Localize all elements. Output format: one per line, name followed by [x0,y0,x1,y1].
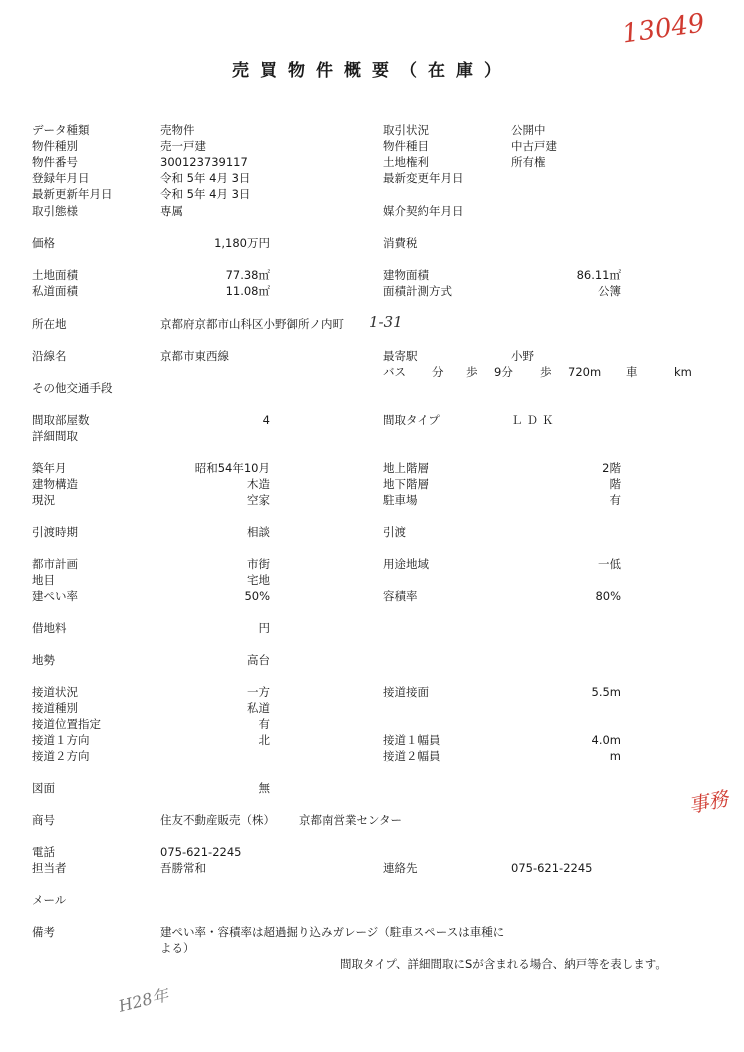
value-price: 1,180万円 [214,236,270,250]
label-zoning: 用途地域 [383,557,429,571]
value-floor-area-ratio: 80% [595,589,621,603]
value-zoning: 一低 [598,557,621,571]
value-bus-distance: 720m [568,365,602,379]
value-rooms: 4 [262,413,270,427]
value-status: 空家 [247,493,270,507]
value-private-road-area: 11.08㎡ [225,284,270,298]
label-transaction-mode: 取引態様 [32,204,78,218]
label-road2-direction: 接道２方向 [32,749,90,763]
value-built: 昭和54年10月 [194,461,270,475]
label-floors-above: 地上階層 [383,461,429,475]
label-terrain: 地勢 [32,653,55,667]
label-area-method: 面積計測方式 [383,284,452,298]
value-remarks-line2: よる） [160,941,195,955]
value-property-no: 300123739117 [160,155,248,169]
value-line: 京都市東西線 [160,349,229,363]
label-handover: 引渡 [383,525,406,539]
handwritten-file-number: 13049 [620,8,707,50]
value-road1-width: 4.0m [591,733,621,747]
label-latest-change: 最新変更年月日 [383,171,464,185]
label-rooms: 間取部屋数 [32,413,90,427]
value-land-category: 宅地 [247,573,270,587]
label-mail: メール [32,893,67,907]
label-property-no: 物件番号 [32,155,78,169]
value-structure: 木造 [247,477,270,491]
label-road2-width: 接道２幅員 [383,749,441,763]
label-drawing: 図面 [32,781,55,795]
label-data-type: データ種類 [32,123,90,137]
document-title: 売買物件概要（在庫） [232,61,512,81]
value-coverage-ratio: 50% [244,589,270,603]
value-parking: 有 [609,493,621,507]
label-land-rights: 土地権利 [383,155,429,169]
value-property-type: 売一戸建 [160,139,206,153]
label-updated: 最新更新年月日 [32,187,113,201]
label-parking: 駐車場 [383,493,418,507]
label-contact: 連絡先 [383,861,418,875]
label-road1-direction: 接道１方向 [32,733,90,747]
label-km: km [674,365,692,379]
label-trade-status: 取引状況 [383,123,429,137]
label-land-category: 地目 [32,573,55,587]
value-property-item: 中古戸建 [511,139,557,153]
label-price: 価格 [32,236,55,250]
label-private-road-area: 私道面積 [32,284,78,298]
label-land-area: 土地面積 [32,268,78,282]
value-floors-above: 2階 [602,461,621,475]
label-road-type: 接道種別 [32,701,78,715]
value-road-status: 一方 [247,685,270,699]
label-bus-minutes: 分 [432,365,444,379]
label-floors-below: 地下階層 [383,477,429,491]
label-staff: 担当者 [32,861,67,875]
value-road2-width: m [609,749,621,763]
handwritten-stamp-note: 事務 [686,786,731,818]
value-layout-type: ＬＤＫ [511,413,558,427]
label-floor-area-ratio: 容積率 [383,589,418,603]
value-remarks-line1: 建ぺい率・容積率は超過掘り込みガレージ（駐車スペースは車種に [160,925,505,939]
label-nearest-station: 最寄駅 [383,349,418,363]
value-road-designation: 有 [258,717,270,731]
label-land-rent: 借地料 [32,621,67,635]
value-contact: 075-621-2245 [511,861,593,875]
label-brokerage-date: 媒介契約年月日 [383,204,464,218]
value-land-rent: 円 [258,621,270,635]
value-location: 京都府京都市山科区小野御所ノ内町 [160,317,344,331]
label-handover-time: 引渡時期 [32,525,78,539]
label-company: 商号 [32,813,55,827]
label-consumption-tax: 消費税 [383,236,418,250]
label-road1-width: 接道１幅員 [383,733,441,747]
label-bus: バス [383,365,406,379]
value-road-frontage: 5.5m [591,685,621,699]
value-registered: 令和 5年 4月 3日 [160,171,251,185]
value-updated: 令和 5年 4月 3日 [160,187,251,201]
value-area-method: 公簿 [598,284,621,298]
label-property-type: 物件種別 [32,139,78,153]
pencil-note: H28年 [116,985,171,1016]
value-road-type: 私道 [247,701,270,715]
label-road-designation: 接道位置指定 [32,717,101,731]
label-registered: 登録年月日 [32,171,90,185]
label-other-transport: その他交通手段 [32,381,113,395]
label-coverage-ratio: 建ぺい率 [32,589,78,603]
label-road-frontage: 接道接面 [383,685,429,699]
value-building-area: 86.11㎡ [576,268,621,282]
label-status: 現況 [32,493,55,507]
value-branch: 京都南営業センター [299,813,403,827]
value-land-area: 77.38㎡ [225,268,270,282]
label-building-area: 建物面積 [383,268,429,282]
label-road-status: 接道状況 [32,685,78,699]
label-walk-1: 歩 [466,365,478,379]
label-structure: 建物構造 [32,477,78,491]
label-city-planning: 都市計画 [32,557,78,571]
value-station: 小野 [511,349,534,363]
value-land-rights: 所有権 [511,155,546,169]
label-line: 沿線名 [32,349,67,363]
value-trade-status: 公開中 [511,123,546,137]
value-terrain: 高台 [247,653,270,667]
label-remarks: 備考 [32,925,55,939]
value-city-planning: 市街 [247,557,270,571]
footnote: 間取タイプ、詳細間取にSが含まれる場合、納戸等を表します。 [340,957,667,971]
value-handover-time: 相談 [247,525,270,539]
handwritten-address-suffix: 1-31 [369,313,403,331]
value-walk-minutes: 9分 [494,365,513,379]
value-company: 住友不動産販売（株） [160,813,275,827]
label-walk-2: 歩 [540,365,552,379]
value-data-type: 売物件 [160,123,195,137]
value-transaction-mode: 専属 [160,204,183,218]
label-built: 築年月 [32,461,67,475]
label-location: 所在地 [32,317,67,331]
value-floors-below: 階 [609,477,621,491]
value-staff: 吾勝常和 [160,861,206,875]
value-phone: 075-621-2245 [160,845,242,859]
label-property-item: 物件種目 [383,139,429,153]
label-detail-layout: 詳細間取 [32,429,78,443]
value-drawing: 無 [258,781,270,795]
value-road1-direction: 北 [258,733,270,747]
label-phone: 電話 [32,845,55,859]
label-car: 車 [626,365,638,379]
label-layout-type: 間取タイプ [383,413,440,427]
